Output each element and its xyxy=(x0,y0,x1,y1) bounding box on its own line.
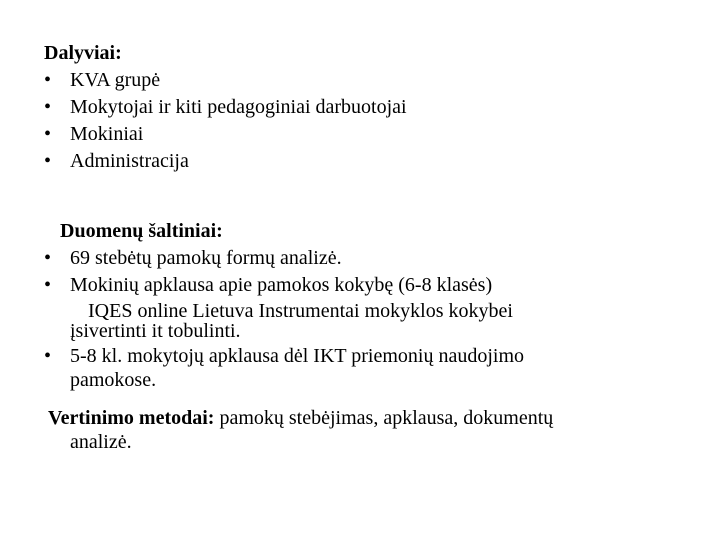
source-item-text: 69 stebėtų pamokų formų analizė. xyxy=(70,247,342,269)
participant-item xyxy=(44,94,407,121)
bullet-icon: • xyxy=(44,345,52,367)
participant-item xyxy=(44,148,407,175)
bullet-icon: • xyxy=(44,274,52,296)
participants-section xyxy=(44,40,407,175)
methods-label: Vertinimo metodai: xyxy=(48,407,215,429)
sources-section xyxy=(44,218,524,390)
source-item-continuation: IQES online Lietuva Instrumentai mokyklos kokybei xyxy=(88,300,513,322)
source-item xyxy=(44,343,524,370)
bullet-icon: • xyxy=(44,96,52,118)
source-item-text: Mokinių apklausa apie pamokos kokybę (6-8 klasės) xyxy=(70,274,493,296)
participant-item xyxy=(44,67,407,94)
bullet-icon: • xyxy=(44,123,52,145)
participant-item-text: Administracija xyxy=(70,150,189,172)
participant-item-text: KVA grupė xyxy=(70,69,161,91)
participants-heading: Dalyviai: xyxy=(44,42,122,64)
bullet-icon: • xyxy=(44,247,52,269)
methods-text: pamokų stebėjimas, apklausa, dokumentų xyxy=(214,407,554,429)
methods-continuation: analizė. xyxy=(70,431,132,453)
bullet-icon: • xyxy=(44,150,52,172)
participant-item-text: Mokytojai ir kiti pedagoginiai darbuotojai xyxy=(70,96,407,118)
source-item-continuation: pamokose. xyxy=(70,369,157,391)
source-item xyxy=(44,245,524,272)
participant-item xyxy=(44,121,407,148)
methods-section xyxy=(48,406,553,454)
sources-heading: Duomenų šaltiniai: xyxy=(60,220,223,242)
bullet-icon: • xyxy=(44,69,52,91)
source-item-text: 5-8 kl. mokytojų apklausa dėl IKT priemonių naudojimo xyxy=(70,345,525,367)
source-item-continuation: įsivertinti it tobulinti. xyxy=(70,320,241,342)
source-item xyxy=(44,272,524,299)
methods-line xyxy=(48,406,553,430)
participant-item-text: Mokiniai xyxy=(70,123,144,145)
